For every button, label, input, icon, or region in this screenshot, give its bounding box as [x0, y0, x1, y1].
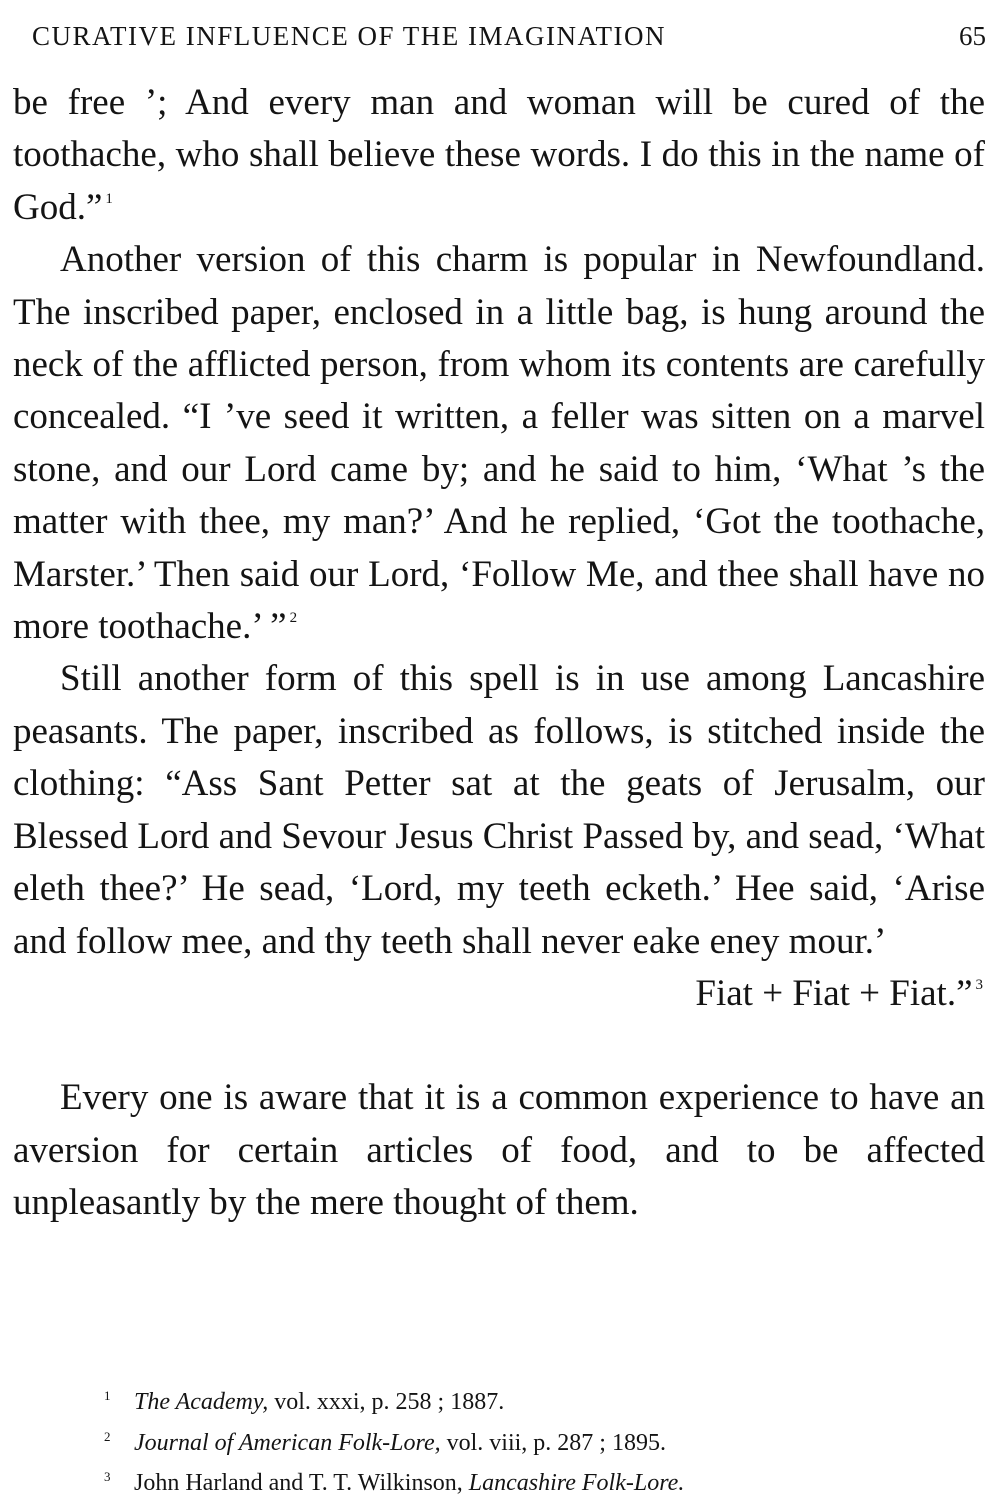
- paragraph-food-aversion: [13, 1072, 985, 1229]
- running-title: CURATIVE INFLUENCE OF THE IMAGINATION: [32, 20, 666, 51]
- footnote-1: [104, 1379, 984, 1420]
- spell-closing-line: [13, 968, 983, 1020]
- paragraph-text: be free ’; And every man and woman will be cured of the toothache, who shall believe these words. I do this in the name of God.”: [13, 82, 985, 228]
- paragraph-text: Every one is aware that it is a common experience to have an aversion for certain articles of food, and to be affected unpleasantly by the mere thought of them.: [13, 1077, 985, 1224]
- paragraph-continuation: [13, 77, 985, 234]
- footnote-number: 2: [104, 1428, 111, 1444]
- footnote-3: [104, 1460, 984, 1501]
- footnote-ref-3: 3: [975, 976, 983, 993]
- page-number: 65: [959, 20, 986, 51]
- footnotes: [104, 1379, 984, 1501]
- running-header: [32, 14, 986, 58]
- footnote-title: Lancashire Folk-Lore.: [468, 1470, 685, 1496]
- paragraph-lancashire-spell: [13, 653, 985, 967]
- footnote-citation: vol. xxxi, p. 258 ; 1887.: [268, 1389, 505, 1415]
- footnote-number: 1: [104, 1388, 111, 1403]
- footnote-title: Journal of American Folk-Lore,: [134, 1429, 441, 1456]
- paragraph-newfoundland-charm: [13, 234, 985, 653]
- footnote-citation: vol. viii, p. 287 ; 1895.: [440, 1429, 666, 1456]
- paragraph-text: Still another form of this spell is in use among Lancashire peasants. The paper, inscribed as follows, is stitched inside the clothing: “Ass Sant Petter sat at the geats of Jerusalm, our Blessed Lord and Sevour Jesus Christ Passed by, and sead, ‘What eleth thee?’ He sead, ‘Lord, my teeth ecketh.’ Hee said, ‘Arise and follow mee, and thy teeth shall never eake eney mour.’: [13, 658, 985, 962]
- footnote-2: [104, 1420, 984, 1461]
- footnote-title: The Academy,: [134, 1389, 269, 1415]
- footnote-authors: John Harland and T. T. Wilkinson,: [134, 1470, 469, 1496]
- footnote-ref-2: 2: [289, 610, 298, 627]
- closing-text: Fiat + Fiat + Fiat.”: [695, 972, 973, 1014]
- footnote-number: 3: [104, 1469, 111, 1484]
- body-text: [13, 77, 985, 1230]
- paragraph-text: Another version of this charm is popular in Newfoundland. The inscribed paper, enclosed in a little bag, is hung around the neck of the afflicted person, from whom its contents are carefully concealed. “I ’ve seed it written, a feller was sitten on a marvel stone, and our Lord came by; and he said to him, ‘What ’s the matter with thee, my man?’ And he replied, ‘Got the toothache, Marster.’ Then said our Lord, ‘Follow Me, and thee shall have no more toothache.’ ”: [13, 239, 985, 648]
- footnote-ref-1: 1: [105, 190, 113, 207]
